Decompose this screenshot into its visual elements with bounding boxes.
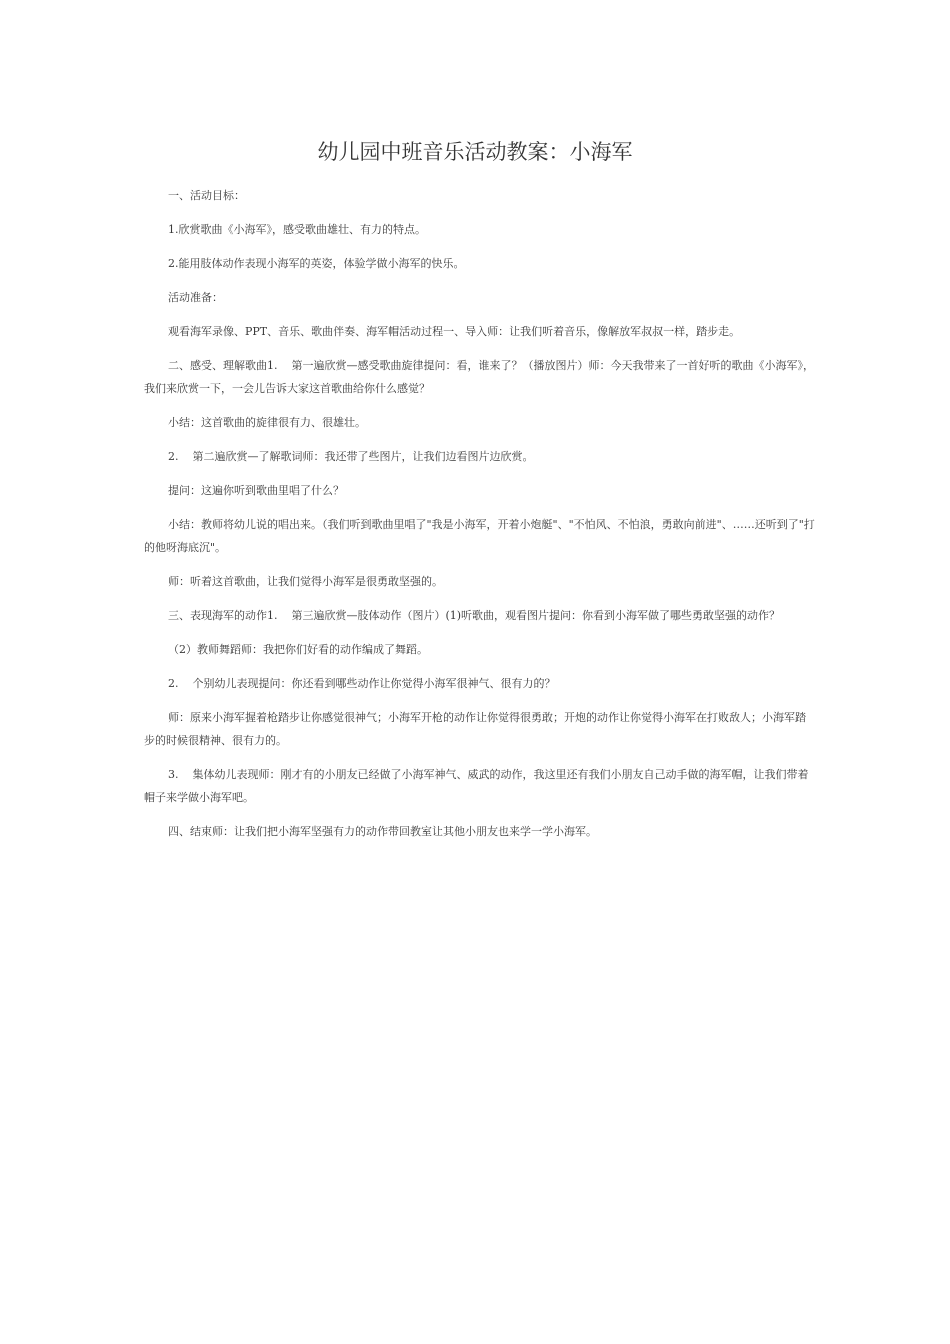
paragraph-objective-1: 1.欣赏歌曲《小海军》，感受歌曲雄壮、有力的特点。 bbox=[168, 223, 426, 236]
paragraph-group-performance: 3. 集体幼儿表现师：刚才有的小朋友已经做了小海军神气、威武的动作，我这里还有我们小朋友自己动手做的海军帽，让我们带着帽子来学做小海军吧。 bbox=[144, 768, 809, 804]
paragraph-summary-2: 小结：教师将幼儿说的唱出来。（我们听到歌曲里唱了"我是小海军，开着小炮艇"、"不怕风、不怕浪，勇敢向前进"、……还听到了"打的他呀海底沉"。 bbox=[144, 518, 815, 554]
paragraph-teacher-remark: 师：听着这首歌曲，让我们觉得小海军是很勇敢坚强的。 bbox=[168, 575, 443, 588]
document-title: 幼儿园中班音乐活动教案：小海军 bbox=[317, 140, 633, 164]
paragraph-ending: 四、结束师：让我们把小海军坚强有力的动作带回教室让其他小朋友也来学一学小海军。 bbox=[168, 825, 597, 838]
paragraph-teacher-dance: （2）教师舞蹈师：我把你们好看的动作编成了舞蹈。 bbox=[168, 643, 428, 656]
paragraph-teacher-summary: 师：原来小海军握着枪踏步让你感觉很神气；小海军开枪的动作让你觉得很勇敢；开炮的动作让你觉得小海军在打败敌人；小海军踏步的时候很精神、很有力的。 bbox=[144, 711, 806, 747]
document-body bbox=[144, 184, 816, 854]
paragraph-section-3: 三、表现海军的动作1. 第三遍欣赏—肢体动作（图片）(1)听歌曲，观看图片提问：你看到小海军做了哪些勇敢坚强的动作？ bbox=[168, 609, 781, 622]
paragraph-question: 提问：这遍你听到歌曲里唱了什么？ bbox=[168, 484, 344, 497]
paragraph-section-2: 二、感受、理解歌曲1. 第一遍欣赏—感受歌曲旋律提问：看，谁来了？（播放图片）师：今天我带来了一首好听的歌曲《小海军》，我们来欣赏一下，一会儿告诉大家这首歌曲给你什么感觉？ bbox=[144, 359, 814, 395]
paragraph-summary-1: 小结：这首歌曲的旋律很有力、很雄壮。 bbox=[168, 416, 366, 429]
paragraph-second-listen: 2. 第二遍欣赏—了解歌词师：我还带了些图片，让我们边看图片边欣赏。 bbox=[168, 450, 534, 463]
paragraph-individual-performance: 2. 个别幼儿表现提问：你还看到哪些动作让你觉得小海军很神气、很有力的？ bbox=[168, 677, 556, 690]
paragraph-objectives-heading: 一、活动目标： bbox=[168, 189, 245, 202]
paragraph-preparation: 观看海军录像、PPT、音乐、歌曲伴奏、海军帽活动过程一、导入师：让我们听着音乐，像解放军叔叔一样，踏步走。 bbox=[168, 325, 741, 338]
paragraph-objective-2: 2.能用肢体动作表现小海军的英姿，体验学做小海军的快乐。 bbox=[168, 257, 465, 270]
paragraph-preparation-heading: 活动准备： bbox=[168, 291, 223, 304]
